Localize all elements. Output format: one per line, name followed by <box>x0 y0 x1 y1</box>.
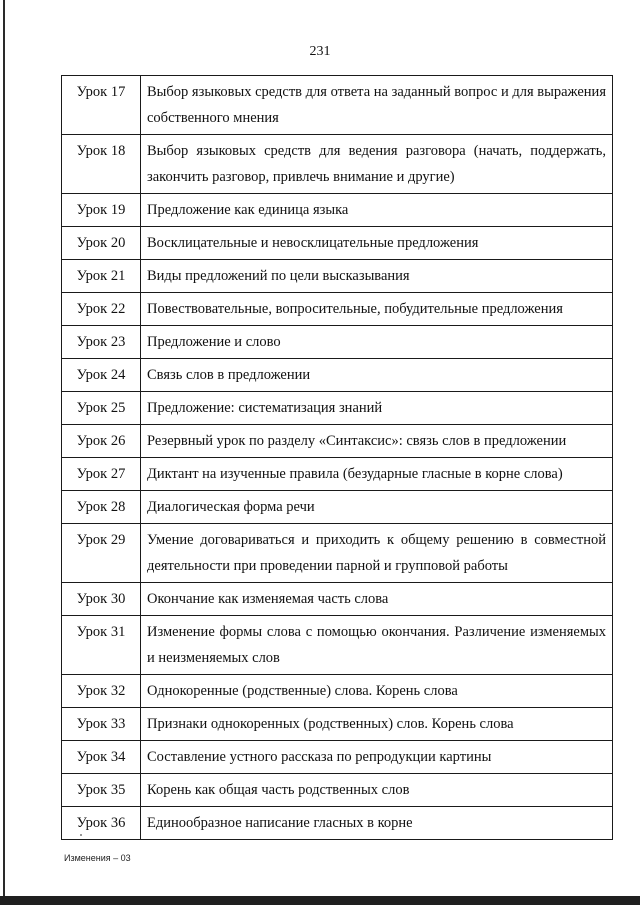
table-row <box>62 616 613 675</box>
lesson-number: Урок 28 <box>62 491 141 524</box>
table-row <box>62 293 613 326</box>
lesson-topic: Восклицательные и невосклицательные предложения <box>141 227 613 260</box>
table-row <box>62 194 613 227</box>
lesson-number: Урок 35 <box>62 774 141 807</box>
table-row <box>62 675 613 708</box>
revision-footer: Изменения – 03 <box>64 853 131 863</box>
table-row <box>62 807 613 840</box>
lesson-topic: Диалогическая форма речи <box>141 491 613 524</box>
table-row <box>62 227 613 260</box>
lesson-topic: Предложение как единица языка <box>141 194 613 227</box>
lesson-number: Урок 23 <box>62 326 141 359</box>
lesson-number: Урок 31 <box>62 616 141 675</box>
table-row <box>62 326 613 359</box>
lesson-number: Урок 20 <box>62 227 141 260</box>
lesson-number: Урок 22 <box>62 293 141 326</box>
page-number: 231 <box>309 44 331 59</box>
lesson-topic: Связь слов в предложении <box>141 359 613 392</box>
lesson-topic: Выбор языковых средств для ведения разговора (начать, поддержать, закончить разговор, привлечь внимание и другие) <box>141 135 613 194</box>
lesson-number: Урок 32 <box>62 675 141 708</box>
table-row <box>62 359 613 392</box>
table-row <box>62 524 613 583</box>
lesson-number: Урок 18 <box>62 135 141 194</box>
lesson-topic: Окончание как изменяемая часть слова <box>141 583 613 616</box>
lesson-number: Урок 17 <box>62 76 141 135</box>
lesson-number: Урок 21 <box>62 260 141 293</box>
lesson-topic: Единообразное написание гласных в корне <box>141 807 613 840</box>
lesson-number: Урок 26 <box>62 425 141 458</box>
lesson-number: Урок 19 <box>62 194 141 227</box>
table-row <box>62 708 613 741</box>
table-row <box>62 392 613 425</box>
lesson-number: Урок 24 <box>62 359 141 392</box>
table-row <box>62 425 613 458</box>
lesson-topic: Однокоренные (родственные) слова. Корень слова <box>141 675 613 708</box>
table-row <box>62 76 613 135</box>
scan-speck <box>80 834 82 836</box>
lesson-topic: Предложение: систематизация знаний <box>141 392 613 425</box>
lesson-topic: Предложение и слово <box>141 326 613 359</box>
lesson-topic: Изменение формы слова с помощью окончания. Различение изменяемых и неизменяемых слов <box>141 616 613 675</box>
lesson-topic: Резервный урок по разделу «Синтаксис»: связь слов в предложении <box>141 425 613 458</box>
table-row <box>62 741 613 774</box>
scan-edge-bottom <box>0 896 640 905</box>
lesson-number: Урок 30 <box>62 583 141 616</box>
lesson-number: Урок 33 <box>62 708 141 741</box>
lessons-table <box>61 75 613 840</box>
lesson-number: Урок 27 <box>62 458 141 491</box>
table-row <box>62 583 613 616</box>
lesson-topic: Признаки однокоренных (родственных) слов. Корень слова <box>141 708 613 741</box>
table-row <box>62 458 613 491</box>
table-row <box>62 774 613 807</box>
table-row <box>62 135 613 194</box>
lesson-topic: Выбор языковых средств для ответа на заданный вопрос и для выражения собственного мнения <box>141 76 613 135</box>
lesson-number: Урок 29 <box>62 524 141 583</box>
lesson-number: Урок 25 <box>62 392 141 425</box>
lesson-topic: Корень как общая часть родственных слов <box>141 774 613 807</box>
lesson-topic: Составление устного рассказа по репродукции картины <box>141 741 613 774</box>
table-row <box>62 491 613 524</box>
lesson-topic: Виды предложений по цели высказывания <box>141 260 613 293</box>
lesson-topic: Повествовательные, вопросительные, побудительные предложения <box>141 293 613 326</box>
table-row <box>62 260 613 293</box>
scan-edge-left <box>3 0 5 905</box>
lesson-number: Урок 34 <box>62 741 141 774</box>
lesson-number: Урок 36 <box>62 807 141 840</box>
lesson-topic: Умение договариваться и приходить к общему решению в совместной деятельности при проведении парной и групповой работы <box>141 524 613 583</box>
lesson-topic: Диктант на изученные правила (безударные гласные в корне слова) <box>141 458 613 491</box>
